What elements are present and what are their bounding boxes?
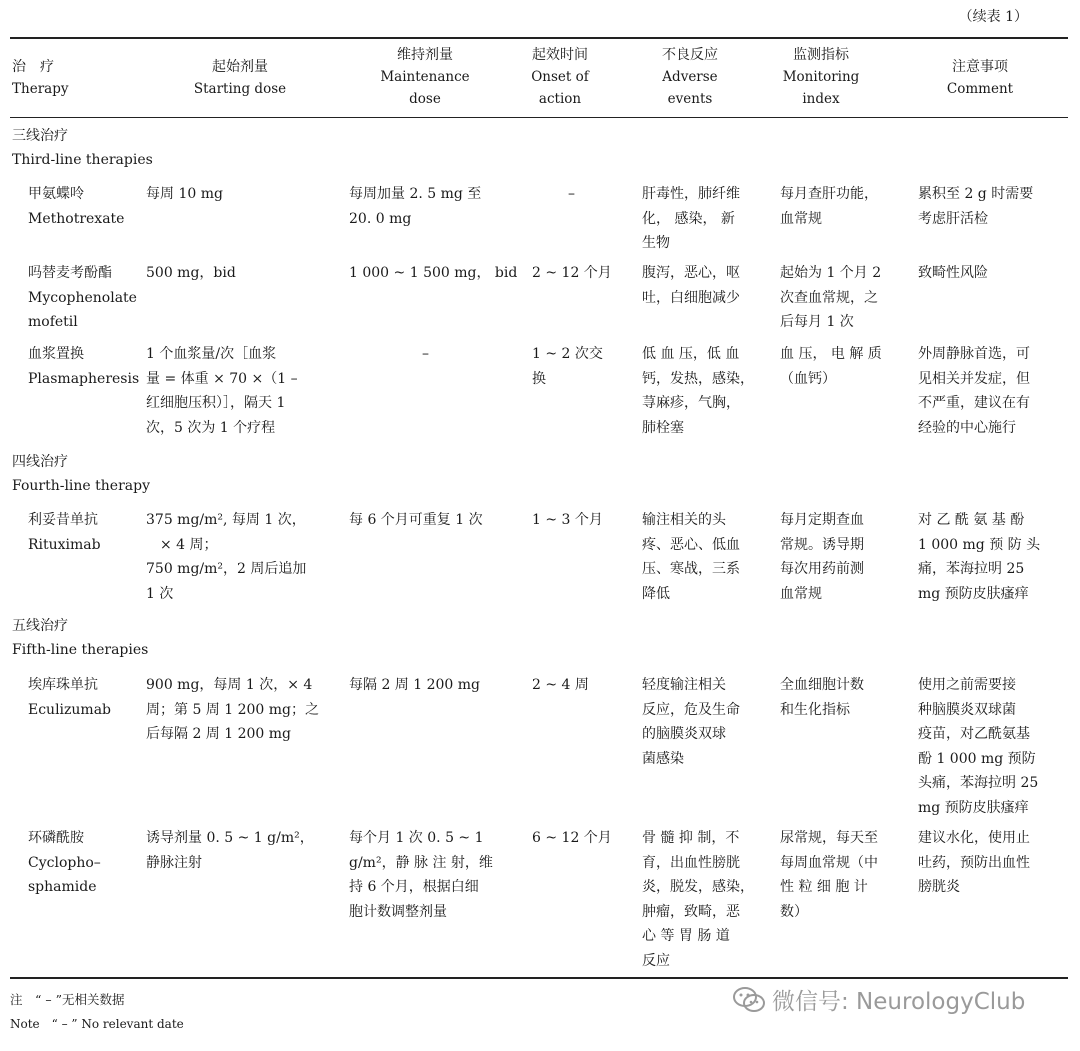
- row-cyclophosphamide-maint: 每个月 1 次 0. 5 ~ 1 g/m²，静 脉 注 射，维 持 6 个月，根据白细 胞计数调整剂量: [349, 830, 493, 920]
- header-monitoring-index: 监测指标 Monitoring index: [782, 47, 860, 107]
- continued-label: （续表 1）: [958, 9, 1028, 25]
- row-methotrexate-onset: –: [568, 186, 575, 202]
- row-eculizumab-start: 900 mg，每周 1 次，× 4 周；第 5 周 1 200 mg；之 后每隔 2 周 1 200 mg: [146, 677, 320, 743]
- row-eculizumab-maint: 每隔 2 周 1 200 mg: [349, 677, 481, 693]
- row-plasmapheresis-name: 血浆置换 Plasmapheresis: [28, 346, 140, 387]
- row-methotrexate-comment: 累积至 2 g 时需要 考虑肝活检: [918, 186, 1034, 227]
- header-rule: [10, 117, 1068, 118]
- row-plasmapheresis-onset: 1 ~ 2 次交 换: [532, 346, 603, 387]
- row-mycophenolate-comment: 致畸性风险: [918, 265, 988, 281]
- header-starting-dose: 起始剂量 Starting dose: [193, 59, 287, 97]
- row-plasmapheresis-comment: 外周静脉首选，可 见相关并发症，但 不严重，建议在有 经验的中心施行: [918, 346, 1030, 436]
- row-methotrexate-maint: 每周加量 2. 5 mg 至 20. 0 mg: [349, 186, 482, 227]
- header-comment: 注意事项 Comment: [946, 59, 1014, 97]
- row-plasmapheresis-start: 1 个血浆量/次［血浆 量 = 体重 × 70 ×（1 – 红细胞压积）］，隔天 1 次，5 次为 1 个疗程: [146, 346, 298, 436]
- row-cyclophosphamide-start: 诱导剂量 0. 5 ~ 1 g/m²， 静脉注射: [146, 830, 314, 871]
- row-methotrexate-monitor: 每月查肝功能， 血常规: [780, 186, 878, 227]
- header-onset: 起效时间 Onset of action: [531, 47, 589, 107]
- row-plasmapheresis-monitor: 血 压， 电 解 质 （血钙）: [780, 346, 882, 387]
- row-cyclophosphamide-adverse: 骨 髓 抑 制，不 育，出血性膀胱 炎，脱发，感染， 肿瘤，致畸，恶 心 等 胃 肠 道 反应: [642, 830, 754, 969]
- row-eculizumab-comment: 使用之前需要接 种脑膜炎双球菌 疫苗，对乙酰氨基 酚 1 000 mg 预防 头痛，苯海拉明 25 mg 预防皮肤瘙痒: [918, 677, 1039, 816]
- section-fourth-line: 四线治疗 Fourth-line therapy: [12, 454, 151, 494]
- row-rituximab-maint: 每 6 个月可重复 1 次: [349, 512, 483, 528]
- row-methotrexate-start: 每周 10 mg: [146, 186, 223, 202]
- row-methotrexate-name: 甲氨蝶呤 Methotrexate: [28, 186, 125, 227]
- bottom-rule: [10, 977, 1068, 979]
- row-mycophenolate-name: 吗替麦考酚酯 Mycophenolate mofetil: [28, 265, 137, 331]
- row-mycophenolate-onset: 2 ~ 12 个月: [532, 265, 612, 281]
- row-rituximab-monitor: 每月定期查血 常规。诱导期 每次用药前测 血常规: [780, 512, 864, 602]
- row-plasmapheresis-maint: –: [422, 346, 429, 362]
- header-adverse-events: 不良反应 Adverse events: [662, 47, 718, 107]
- row-cyclophosphamide-onset: 6 ~ 12 个月: [532, 830, 612, 846]
- row-rituximab-start: 375 mg/m², 每周 1 次， × 4 周； 750 mg/m²，2 周后追加 1 次: [146, 512, 307, 602]
- row-methotrexate-adverse: 肝毒性，肺纤维 化， 感染， 新 生物: [642, 186, 740, 252]
- watermark-text: 微信号: NeurologyClub: [772, 989, 1026, 1015]
- header-therapy: 治 疗 Therapy: [12, 59, 69, 97]
- row-rituximab-onset: 1 ~ 3 个月: [532, 512, 603, 528]
- row-eculizumab-name: 埃库珠单抗 Eculizumab: [28, 677, 112, 718]
- wechat-watermark: [732, 983, 1025, 1016]
- footnote-zh: 注 “ – ”无相关数据: [10, 992, 125, 1007]
- row-cyclophosphamide-monitor: 尿常规，每天至 每周血常规（中 性 粒 细 胞 计 数）: [780, 830, 878, 920]
- row-plasmapheresis-adverse: 低 血 压，低 血 钙，发热，感染， 荨麻疹，气胸， 肺栓塞: [642, 346, 754, 436]
- row-mycophenolate-maint: 1 000 ~ 1 500 mg， bid: [349, 265, 518, 281]
- row-rituximab-adverse: 输注相关的头 疼、恶心、低血 压、寒战，三系 降低: [642, 512, 740, 602]
- row-mycophenolate-monitor: 起始为 1 个月 2 次查血常规，之 后每月 1 次: [780, 265, 882, 331]
- row-cyclophosphamide-comment: 建议水化，使用止 吐药，预防出血性 膀胱炎: [918, 830, 1030, 896]
- top-rule: [10, 37, 1068, 39]
- footnote-en: Note “ – ” No relevant date: [10, 1017, 184, 1031]
- row-eculizumab-onset: 2 ~ 4 周: [532, 677, 589, 693]
- row-eculizumab-adverse: 轻度输注相关 反应，危及生命 的脑膜炎双球 菌感染: [642, 677, 740, 767]
- row-rituximab-comment: 对 乙 酰 氨 基 酚 1 000 mg 预 防 头 痛，苯海拉明 25 mg 预防皮肤瘙痒: [918, 512, 1041, 602]
- row-mycophenolate-start: 500 mg，bid: [146, 265, 236, 281]
- header-maintenance-dose: 维持剂量 Maintenance dose: [380, 47, 470, 107]
- wechat-icon: [732, 986, 766, 1014]
- row-cyclophosphamide-name: 环磷酰胺 Cyclopho– sphamide: [28, 830, 101, 896]
- row-rituximab-name: 利妥昔单抗 Rituximab: [28, 512, 101, 553]
- row-eculizumab-monitor: 全血细胞计数 和生化指标: [780, 677, 864, 718]
- row-mycophenolate-adverse: 腹泻，恶心，呕 吐，白细胞减少: [642, 265, 740, 306]
- section-fifth-line: 五线治疗 Fifth-line therapies: [12, 618, 149, 658]
- section-third-line: 三线治疗 Third-line therapies: [12, 128, 153, 168]
